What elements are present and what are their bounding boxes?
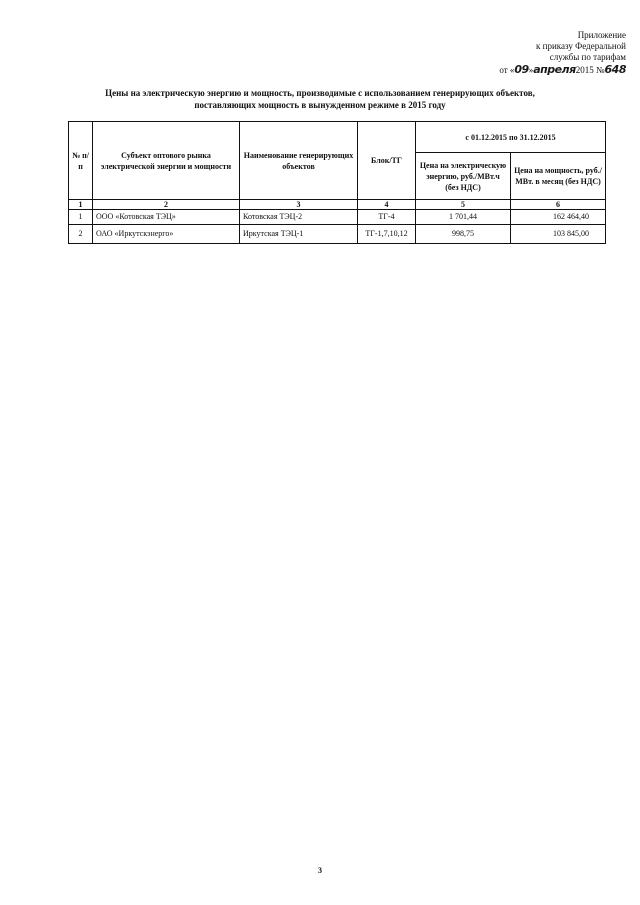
order-number: 648 <box>604 63 626 76</box>
header-period: с 01.12.2015 по 31.12.2015 <box>416 122 606 153</box>
header-num: № п/п <box>69 122 93 200</box>
prices-table <box>68 121 606 244</box>
column-index: 3 <box>240 200 358 210</box>
order-date-line <box>446 64 626 76</box>
column-index: 5 <box>416 200 511 210</box>
title-line-2: поставляющих мощность в вынужденном режиме в 2015 году <box>194 100 446 110</box>
header-energy-price: Цена на электрическую энергию, руб./МВт.ч (без НДС) <box>416 153 511 200</box>
title-line-1: Цены на электрическую энергию и мощность, производимые с использованием генерирующих объектов, <box>105 88 535 98</box>
column-index: 1 <box>69 200 93 210</box>
row-block: ТГ-1,7,10,12 <box>358 225 416 244</box>
order-month: апреля <box>533 63 576 76</box>
row-energy-price: 998,75 <box>416 225 511 244</box>
row-object: Иркутская ТЭЦ-1 <box>240 225 358 244</box>
table-row <box>69 210 606 225</box>
appendix-label: Приложение <box>577 30 626 40</box>
order-prefix: от « <box>499 65 515 75</box>
row-subject: ОАО «Иркутскэнерго» <box>93 225 240 244</box>
column-index: 6 <box>511 200 606 210</box>
order-year: 2015 № <box>575 65 605 75</box>
row-num: 2 <box>69 225 93 244</box>
column-index-row <box>69 200 606 210</box>
column-index: 2 <box>93 200 240 210</box>
row-power-price: 162 464,40 <box>511 210 606 225</box>
appendix-header <box>446 30 626 76</box>
column-index: 4 <box>358 200 416 210</box>
table-row <box>69 225 606 244</box>
row-energy-price: 1 701,44 <box>416 210 511 225</box>
header-power-price: Цена на мощность, руб./МВт. в месяц (без НДС) <box>511 153 606 200</box>
row-power-price: 103 845,00 <box>511 225 606 244</box>
header-subject: Субъект оптового рынка электрической энергии и мощности <box>93 122 240 200</box>
order-day: 09 <box>514 63 529 76</box>
agency-line: службы по тарифам <box>549 52 626 62</box>
page-number: 3 <box>318 866 322 875</box>
row-num: 1 <box>69 210 93 225</box>
document-title <box>60 87 580 111</box>
row-block: ТГ-4 <box>358 210 416 225</box>
row-subject: ООО «Котовская ТЭЦ» <box>93 210 240 225</box>
header-object-name: Наименование генерирующих объектов <box>240 122 358 200</box>
order-reference-line: к приказу Федеральной <box>536 41 626 51</box>
row-object: Котовская ТЭЦ-2 <box>240 210 358 225</box>
order-separator: » <box>528 65 534 75</box>
header-block: Блок/ТГ <box>358 122 416 200</box>
